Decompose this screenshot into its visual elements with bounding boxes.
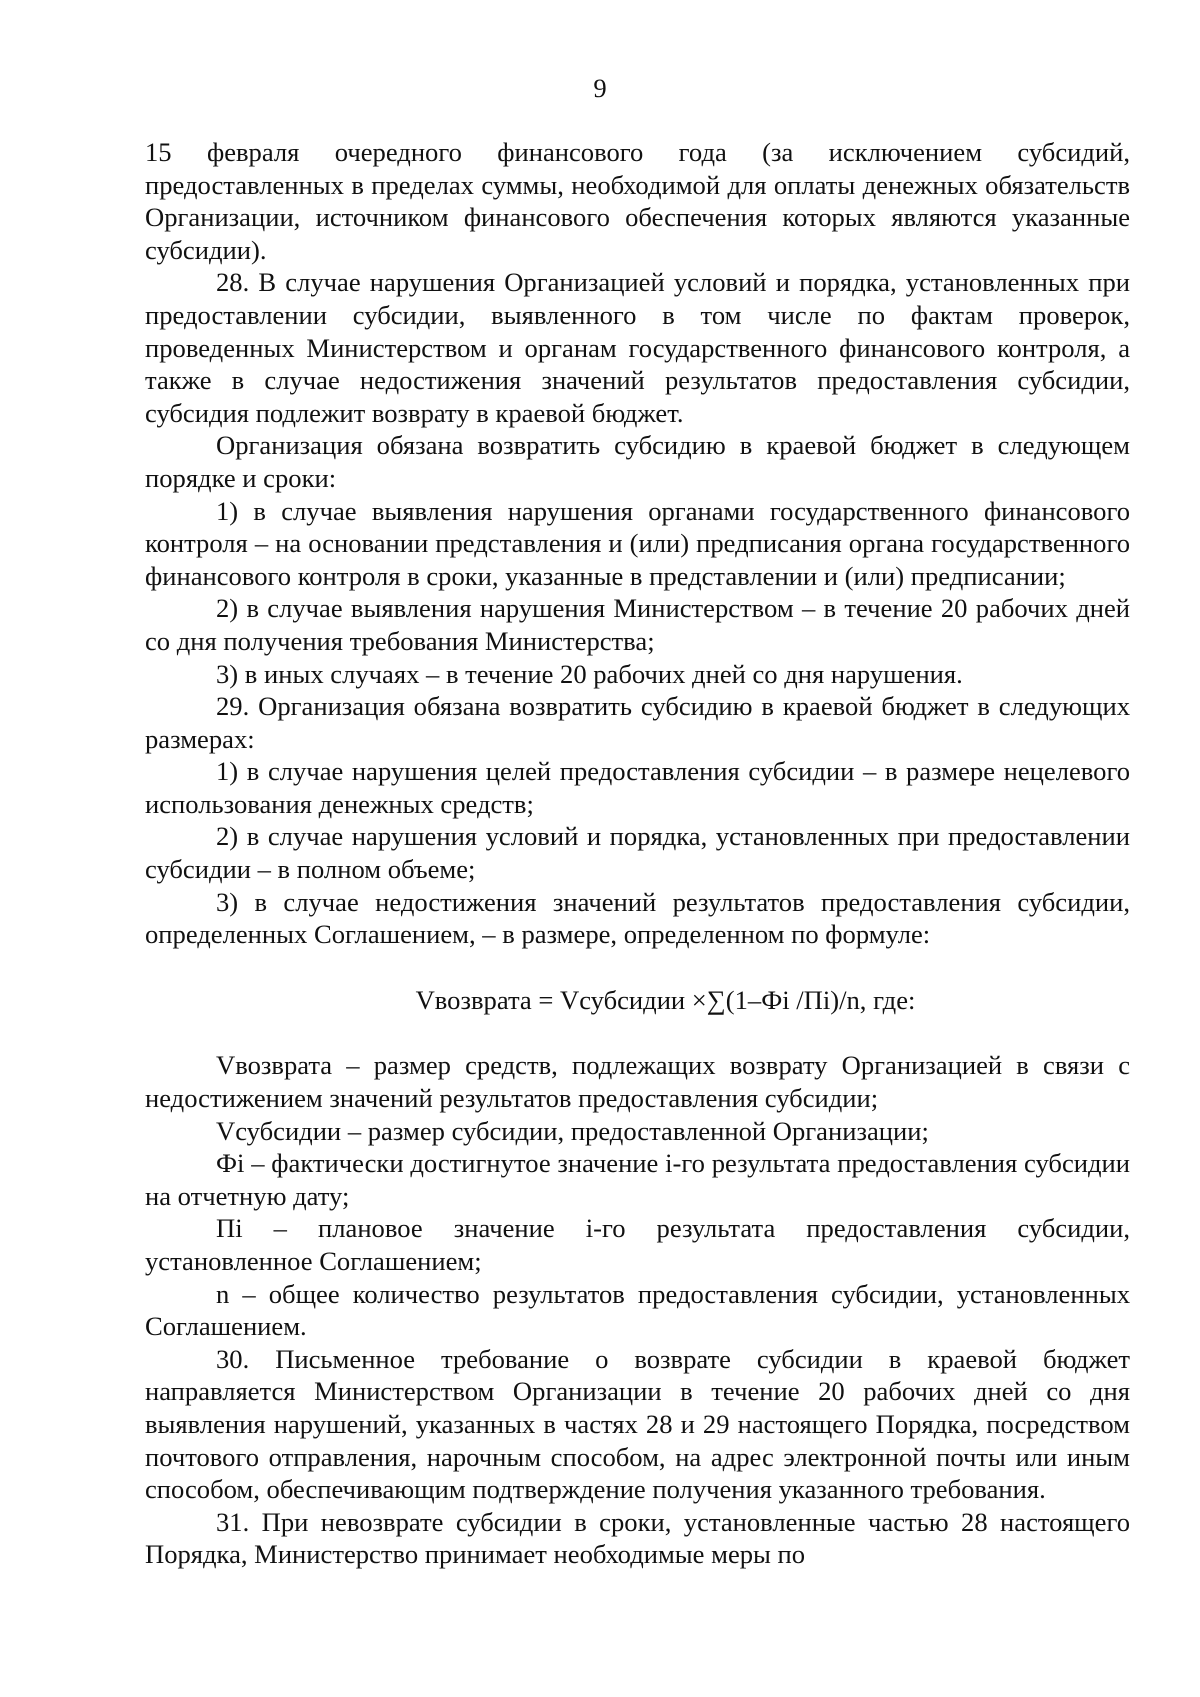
definition-pi: Пi – плановое значение i-го результата предоставления субсидии, установленное Соглашением; (145, 1213, 1130, 1276)
definition-n: n – общее количество результатов предоставления субсидии, установленных Соглашением. (145, 1278, 1130, 1342)
paragraph-clause-30: 30. Письменное требование о возврате субсидии в краевой бюджет направляется Министерством Организации в течение 20 рабочих дней со дня выявления нарушений, указанных в частях 28 и 29 настоящего Порядка, посредством почтового отправления, нарочным способом, на адрес электронной почты или иным способом, обеспечивающим подтверждение получения указанного требования. (145, 1343, 1130, 1505)
definition-fi: Фi – фактически достигнутое значение i-го результата предоставления субсидии на отчетную дату; (145, 1148, 1130, 1211)
paragraph-clause-31: 31. При невозврате субсидии в сроки, установленные частью 28 настоящего Порядка, Министерство принимает необходимые меры по (145, 1506, 1130, 1570)
paragraph-clause-29: 29. Организация обязана возвратить субсидию в краевой бюджет в следующих размерах: (145, 691, 1130, 754)
paragraph-item-2: 2) в случае выявления нарушения Министерством – в течение 20 рабочих дней со дня получения требования Министерства; (145, 593, 1130, 656)
paragraph-item-1: 1) в случае выявления нарушения органами государственного финансового контроля – на основании представления и (или) предписания органа государственного финансового контроля в сроки, указанные в представлении и (или) предписании; (145, 495, 1130, 591)
paragraph-return-order: Организация обязана возвратить субсидию в краевой бюджет в следующем порядке и сроки: (145, 430, 1130, 493)
paragraph-continuation: 15 февраля очередного финансового года (за исключением субсидий, предоставленных в пределах суммы, необходимой для оплаты денежных обязательств Организации, источником финансового обеспечения которых являются указанные субсидии). (145, 137, 1130, 265)
document-body (145, 136, 1130, 1571)
paragraph-clause-28: 28. В случае нарушения Организацией условий и порядка, установленных при предоставлении субсидии, выявленного в том числе по фактам проверок, проведенных Министерством и органам государственного финансового контроля, а также в случае недостижения значений результатов предоставления субсидии, субсидия подлежит возврату в краевой бюджет. (145, 267, 1130, 428)
page-number: 9 (593, 73, 607, 103)
definition-v-return: Vвозврата – размер средств, подлежащих возврату Организацией в связи с недостижением значений результатов предоставления субсидии; (145, 1050, 1130, 1114)
paragraph-size-2: 2) в случае нарушения условий и порядка, установленных при предоставлении субсидии – в полном объеме; (145, 821, 1130, 885)
paragraph-item-3: 3) в иных случаях – в течение 20 рабочих дней со дня нарушения. (216, 658, 963, 689)
definition-v-subsidy: Vсубсидии – размер субсидии, предоставленной Организации; (216, 1115, 929, 1146)
paragraph-size-3: 3) в случае недостижения значений результатов предоставления субсидии, определенных Соглашением, – в размере, определенном по формуле: (145, 886, 1130, 950)
paragraph-size-1: 1) в случае нарушения целей предоставления субсидии – в размере нецелевого использования денежных средств; (145, 756, 1130, 819)
return-formula: Vвозврата = Vсубсидии ×∑(1–Фi /Пi)/n, где: (415, 984, 916, 1015)
